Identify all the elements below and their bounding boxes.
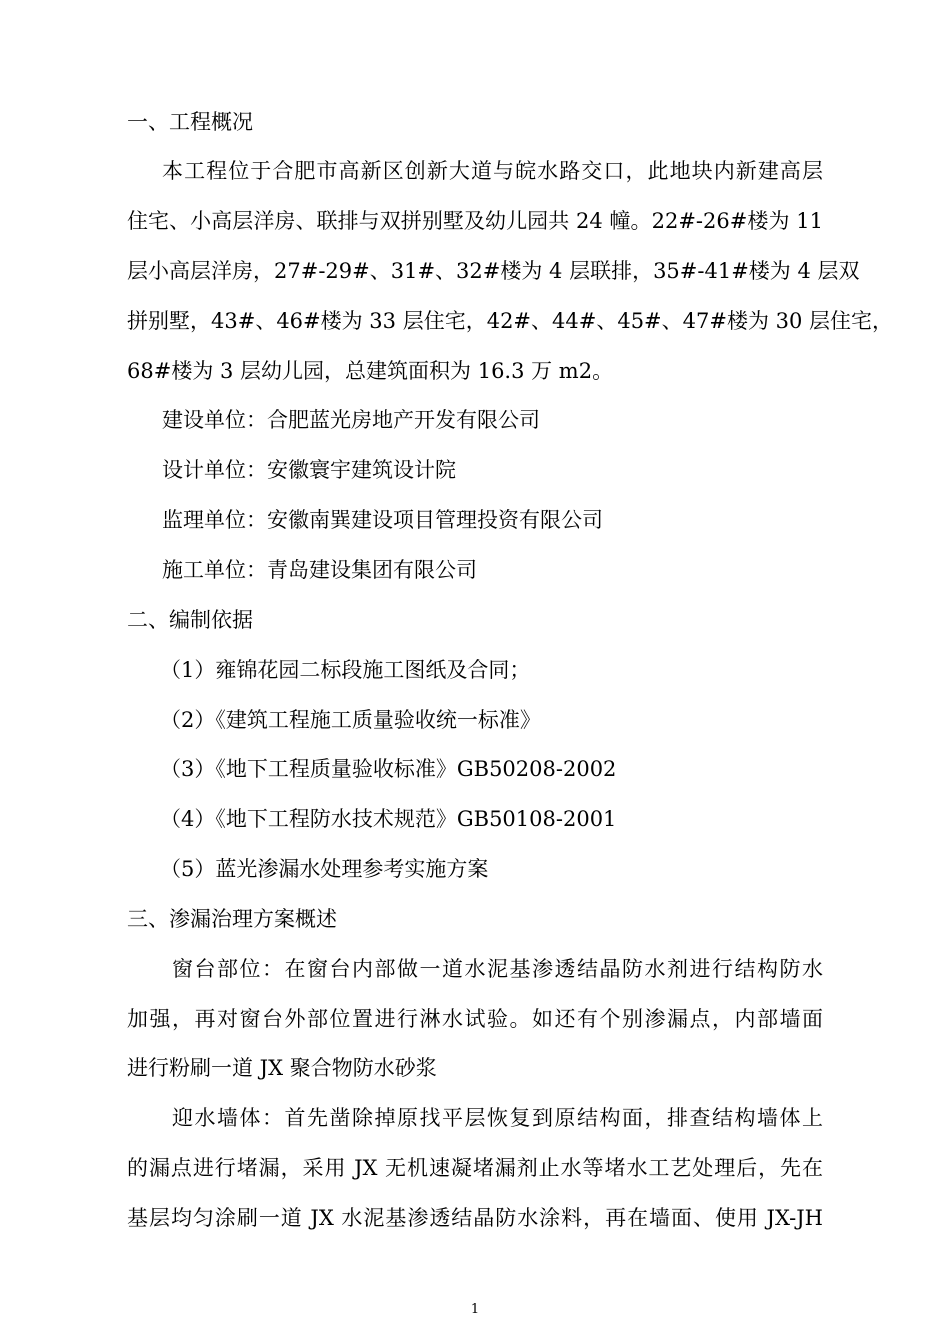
overview-paragraph-line: 本工程位于合肥市高新区创新大道与皖水路交口，此地块内新建高层 (162, 159, 823, 183)
section-heading-basis: 二、编制依据 (127, 608, 253, 632)
basis-list-item: （2）《建筑工程施工质量验收统一标准》 (160, 708, 541, 732)
basis-list-item: （4）《地下工程防水技术规范》GB50108-2001 (160, 807, 617, 831)
wall-paragraph-line: 基层均匀涂刷一道 JX 水泥基渗透结晶防水涂料，再在墙面、使用 JX-JH (127, 1206, 823, 1230)
wall-paragraph-line: 的漏点进行堵漏，采用 JX 无机速凝堵漏剂止水等堵水工艺处理后，先在 (127, 1156, 823, 1180)
wall-paragraph-line: 迎水墙体：首先凿除掉原找平层恢复到原结构面，排查结构墙体上 (172, 1106, 823, 1130)
basis-list-item: （3）《地下工程质量验收标准》GB50208-2002 (160, 757, 617, 781)
design-unit: 设计单位：安徽寰宇建筑设计院 (162, 458, 456, 482)
basis-list-item: （1）雍锦花园二标段施工图纸及合同； (160, 658, 531, 682)
section-heading-project-overview: 一、工程概况 (127, 110, 253, 134)
contractor-unit: 施工单位：青岛建设集团有限公司 (162, 558, 477, 582)
page-number: 1 (470, 1302, 480, 1317)
basis-list-item: （5）蓝光渗漏水处理参考实施方案 (160, 857, 489, 881)
section-heading-leakage-plan: 三、渗漏治理方案概述 (127, 907, 337, 931)
overview-paragraph-line: 层小高层洋房，27#-29#、31#、32#楼为 4 层联排，35#-41#楼为 4 层双 (127, 259, 860, 283)
overview-paragraph-line: 68#楼为 3 层幼儿园，总建筑面积为 16.3 万 m2。 (127, 359, 614, 383)
windowsill-paragraph-line: 加强，再对窗台外部位置进行淋水试验。如还有个别渗漏点，内部墙面 (127, 1007, 823, 1031)
construction-unit: 建设单位：合肥蓝光房地产开发有限公司 (162, 408, 540, 432)
supervision-unit: 监理单位：安徽南巽建设项目管理投资有限公司 (162, 508, 603, 532)
overview-paragraph-line: 住宅、小高层洋房、联排与双拼别墅及幼儿园共 24 幢。22#-26#楼为 11 (127, 209, 823, 233)
windowsill-paragraph-line: 窗台部位：在窗台内部做一道水泥基渗透结晶防水剂进行结构防水 (172, 957, 823, 981)
windowsill-paragraph-line: 进行粉刷一道 JX 聚合物防水砂浆 (127, 1056, 437, 1080)
overview-paragraph-line: 拼别墅，43#、46#楼为 33 层住宅，42#、44#、45#、47#楼为 30 层住宅， (127, 309, 894, 333)
